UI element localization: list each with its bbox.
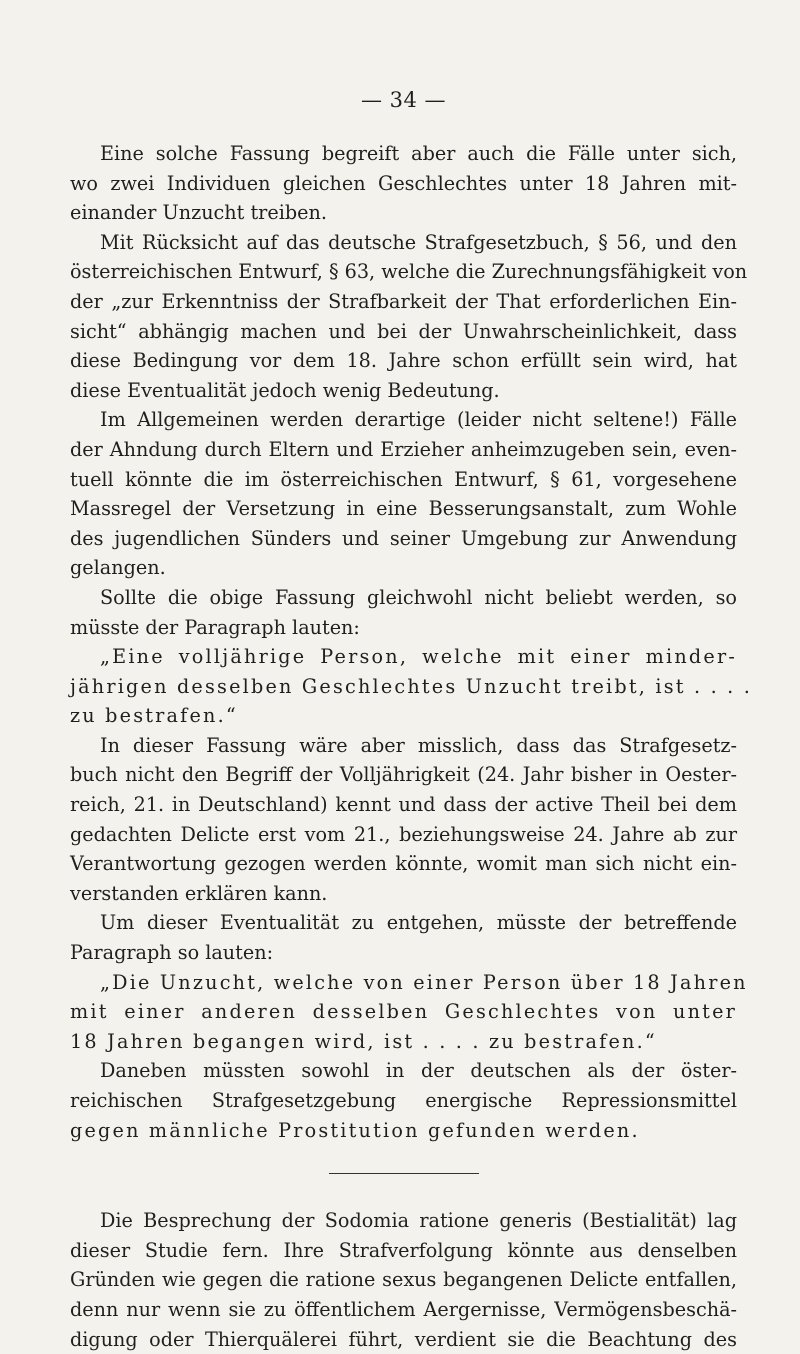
text-line: diese Eventualität jedoch wenig Bedeutung.: [70, 378, 500, 402]
text-line: österreichischen Entwurf, § 63, welche die Zurechnungsfähigkeit von: [70, 260, 748, 284]
text-line: mit einer anderen desselben Geschlechtes von unter: [70, 1000, 737, 1024]
text-line: einander Unzucht treiben.: [70, 201, 327, 225]
text-line: In dieser Fassung wäre aber misslich, dass das Strafgesetz-: [100, 733, 737, 757]
text-line: des jugendlichen Sünders und seiner Umgebung zur Anwendung: [70, 526, 737, 550]
body-text: [70, 139, 753, 1145]
text-line: Eine solche Fassung begreift aber auch die Fälle unter sich,: [100, 142, 737, 165]
text-line: Daneben müssten sowohl in der deutschen als der öster-: [100, 1059, 737, 1083]
text-line: reichischen Strafgesetzgebung energische Repressionsmittel: [70, 1089, 737, 1112]
text-line: „Eine volljährige Person, welche mit einer minder-: [100, 645, 737, 669]
text-line: reich, 21. in Deutschland) kennt und dass der active Theil bei dem: [70, 793, 737, 817]
text-line: sicht“ abhängig machen und bei der Unwahrscheinlichkeit, dass: [70, 319, 737, 343]
text-line: Sollte die obige Fassung gleichwohl nicht beliebt werden, so: [100, 585, 737, 609]
text-line: Um dieser Eventualität zu entgehen, müsste der betreffende: [100, 911, 737, 935]
text-line: gegen männliche Prostitution gefunden werden.: [70, 1118, 640, 1142]
text-line: müsste der Paragraph lauten:: [70, 615, 360, 639]
text-line: „Die Unzucht, welche von einer Person über 18 Jahren: [100, 970, 748, 994]
section-divider: [329, 1173, 479, 1174]
text-line: Mit Rücksicht auf das deutsche Strafgesetzbuch, § 56, und den: [100, 230, 737, 254]
text-line: Verantwortung gezogen werden könnte, womit man sich nicht ein-: [70, 852, 737, 876]
text-line: der Ahndung durch Eltern und Erzieher anheimzugeben sein, even-: [70, 437, 737, 461]
text-line: Paragraph so lauten:: [70, 941, 274, 965]
text-line: wo zwei Individuen gleichen Geschlechtes unter 18 Jahren mit-: [70, 171, 737, 195]
text-line: Im Allgemeinen werden derartige (leider nicht seltene!) Fälle: [100, 408, 737, 432]
text-line: der „zur Erkenntniss der Strafbarkeit der That erforderlichen Ein-: [70, 289, 737, 313]
text-line: 18 Jahren begangen wird, ist . . . . zu bestrafen.“: [70, 1029, 657, 1053]
page: [70, 88, 753, 1354]
text-line: tuell könnte die im österreichischen Entwurf, § 61, vorgesehene: [70, 467, 737, 491]
text-line: gedachten Delicte erst vom 21., beziehungsweise 24. Jahre ab zur: [70, 822, 737, 846]
text-line: Die Besprechung der Sodomia ratione generis (Bestialität) lag: [100, 1209, 737, 1233]
text-line: digung oder Thierquälerei führt, verdient sie die Beachtung des: [70, 1327, 737, 1351]
text-line: Gründen wie gegen die ratione sexus begangenen Delicte entfallen,: [70, 1268, 737, 1292]
text-line: denn nur wenn sie zu öffentlichem Aergernisse, Vermögensbeschä-: [70, 1297, 737, 1321]
text-line: verstanden erklären kann.: [70, 881, 328, 905]
body-text-after-divider: [70, 1206, 737, 1354]
text-line: jährigen desselben Geschlechtes Unzucht treibt, ist . . . .: [70, 674, 753, 698]
text-line: gelangen.: [70, 556, 166, 580]
page-number: — 34 —: [360, 88, 447, 112]
text-line: buch nicht den Begriff der Volljährigkeit (24. Jahr bisher in Oester-: [70, 763, 737, 787]
text-line: Massregel der Versetzung in eine Besserungsanstalt, zum Wohle: [70, 497, 737, 521]
text-line: dieser Studie fern. Ihre Strafverfolgung könnte aus denselben: [70, 1238, 737, 1262]
text-line: zu bestrafen.“: [70, 704, 238, 728]
text-line: diese Bedingung vor dem 18. Jahre schon erfüllt sein wird, hat: [70, 349, 737, 373]
